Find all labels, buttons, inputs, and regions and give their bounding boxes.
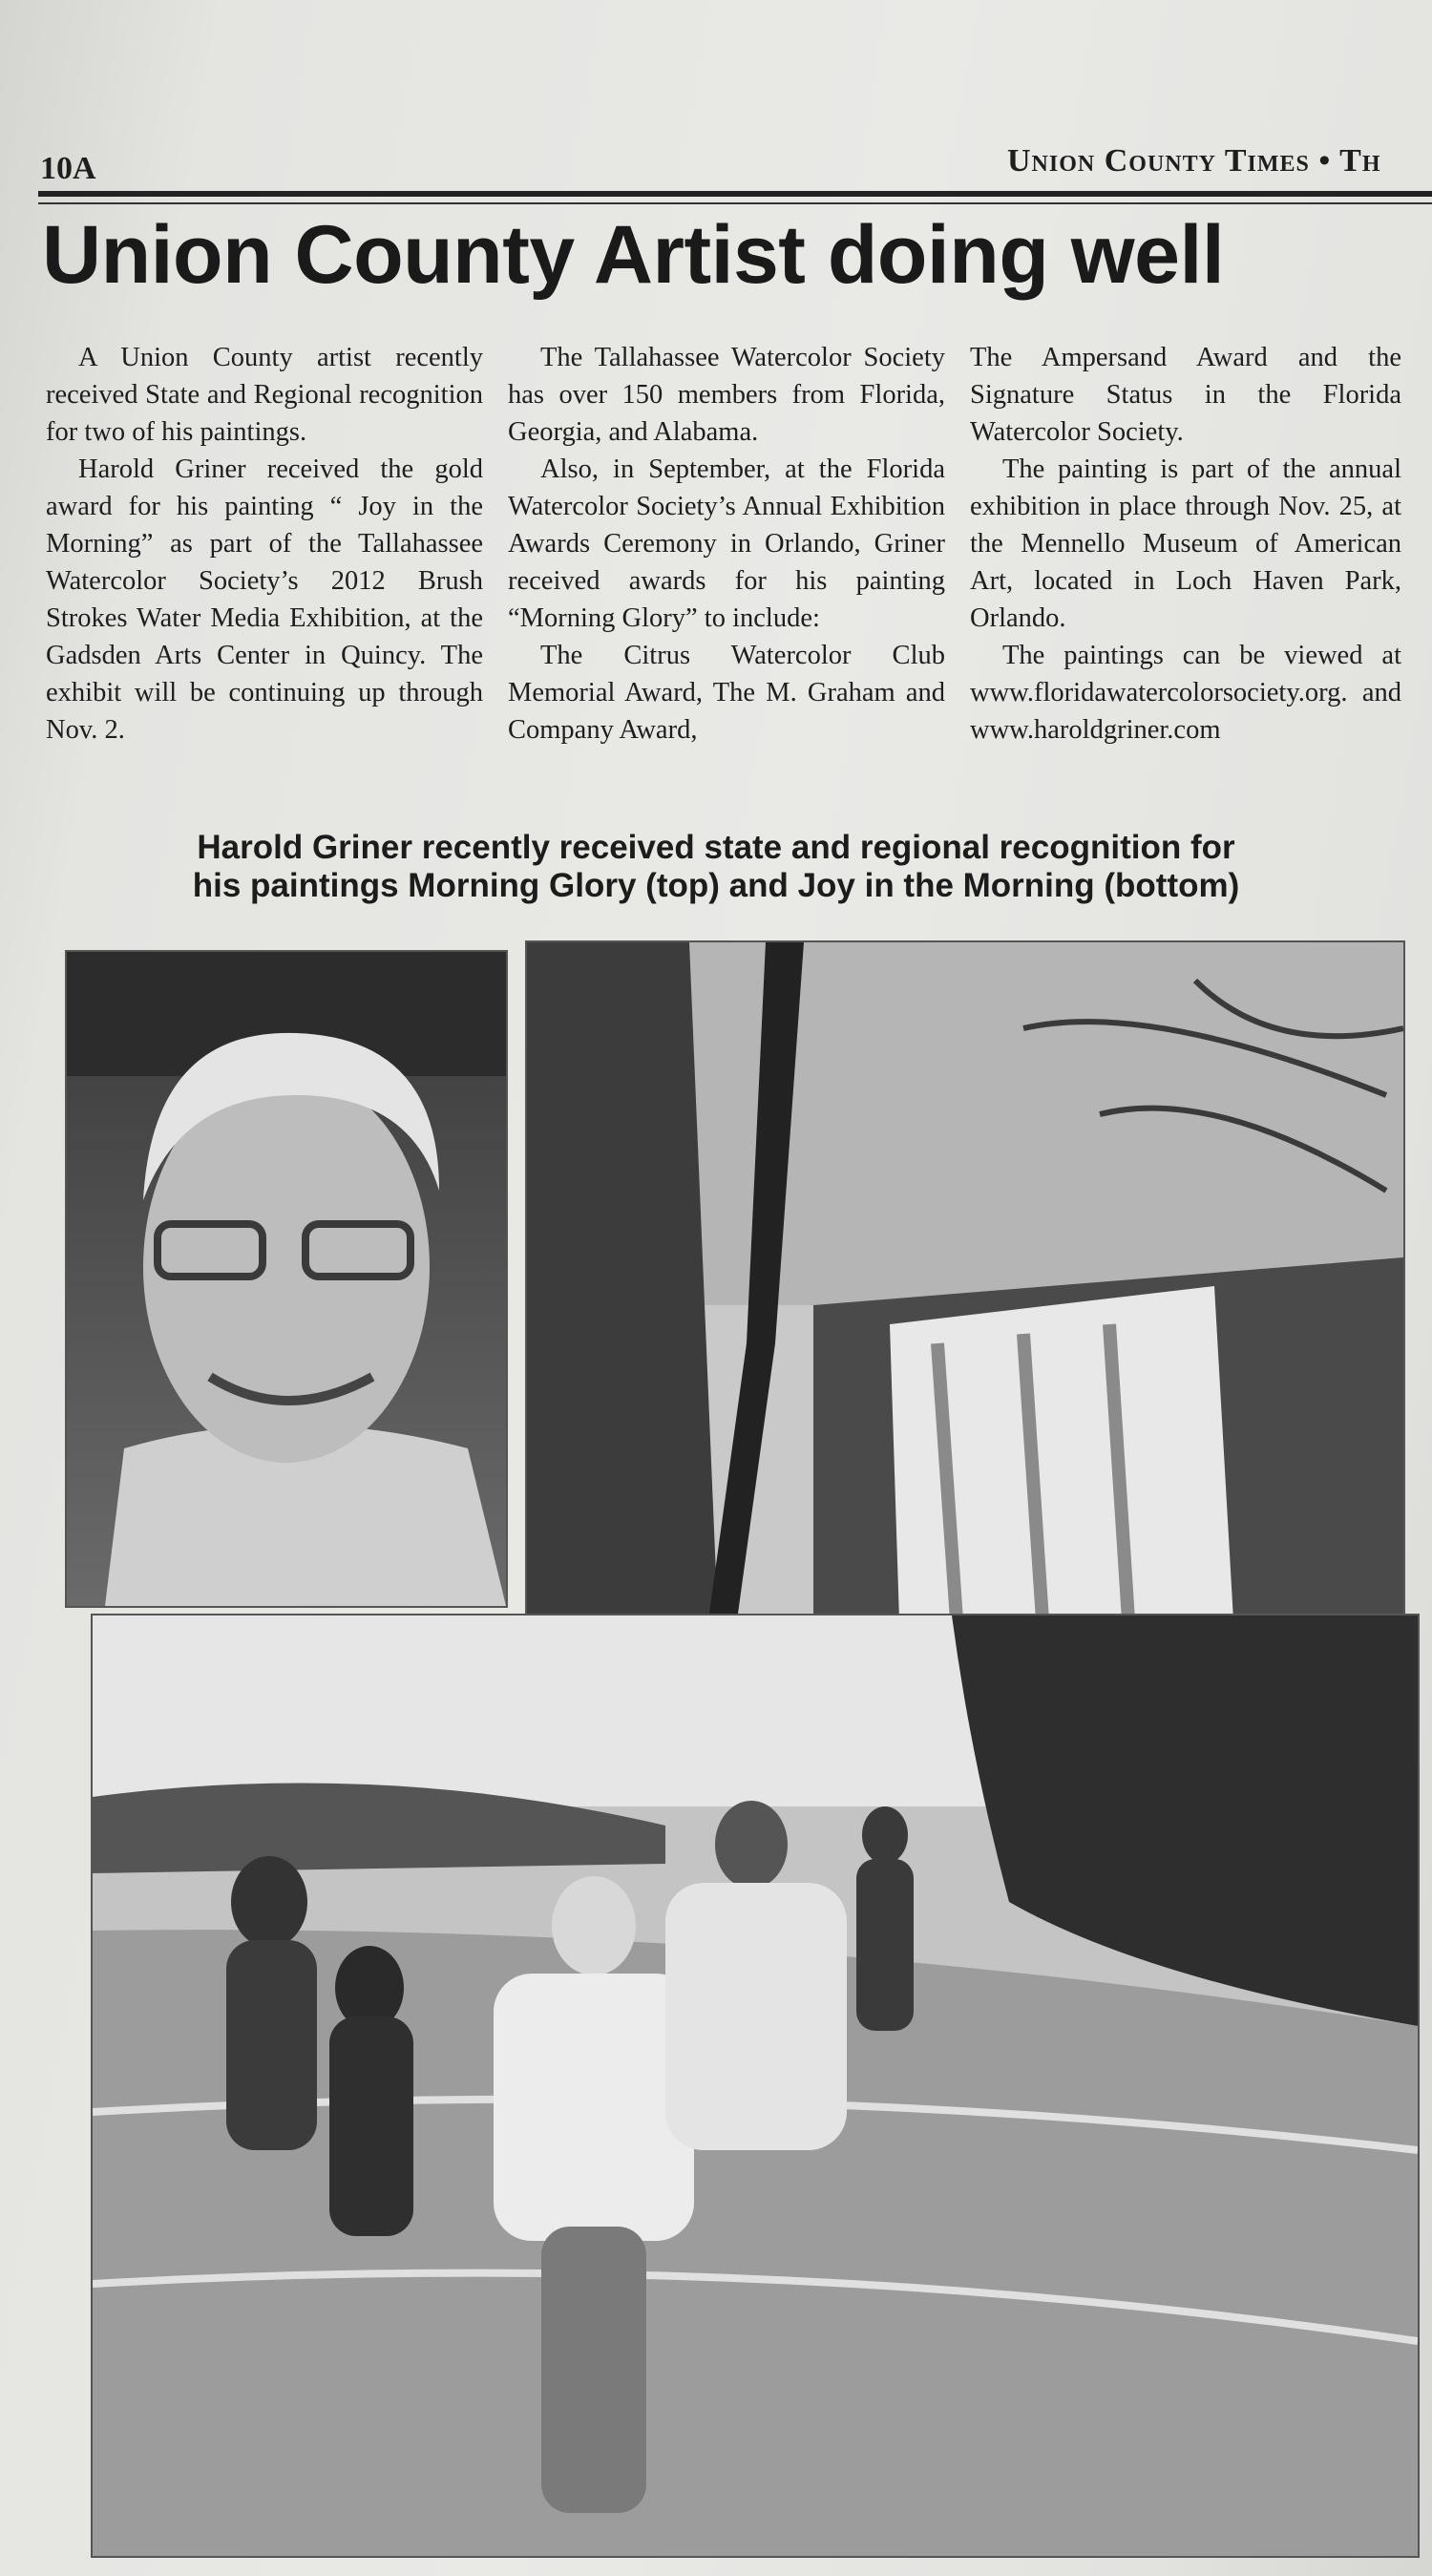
paragraph: Also, in September, at the Florida Watercolor Society’s Annual Exhibition Awards Ceremony in Orlando, Griner received awards for his painting “Morning Glory” to include: [508,454,945,633]
page-number: 10A [40,151,96,186]
paragraph: The Ampersand Award and the Signature Status in the Florida Watercolor Society. [970,343,1401,447]
paragraph: A Union County artist recently received State and Regional recognition for two of his paintings. [46,343,483,447]
paragraph: The Tallahassee Watercolor Society has over 150 members from Florida, Georgia, and Alabama. [508,343,945,447]
paragraph: The Citrus Watercolor Club Memorial Award, The M. Graham and Company Award, [508,641,945,745]
publication-name: Union County Times • Th [1007,143,1381,179]
joy-in-the-morning-painting [91,1614,1420,2558]
header-rule [38,191,1432,197]
artist-portrait-photo [65,950,508,1608]
article-headline: Union County Artist doing well [42,209,1225,301]
article-column-1 [46,339,483,749]
article-column-2 [508,339,945,749]
paragraph: The paintings can be viewed at www.floridawatercolorsociety.org. and www.haroldgriner.com [970,641,1401,745]
morning-glory-painting [525,940,1405,1622]
paragraph: Harold Griner received the gold award for his painting “ Joy in the Morning” as part of the Tallahassee Watercolor Society’s 2012 Brush Strokes Water Media Exhibition, at the Gadsden Arts Center in Quincy. The exhibit will be continuing up through Nov. 2. [46,454,483,745]
paragraph: The painting is part of the annual exhibition in place through Nov. 25, at the Mennello Museum of American Art, located in Loch Haven Park, Orlando. [970,454,1401,633]
article-column-3 [970,339,1401,749]
caption-line: Harold Griner recently received state and regional recognition for [197,829,1235,866]
photo-caption [57,829,1375,905]
caption-line: his paintings Morning Glory (top) and Joy in the Morning (bottom) [192,867,1240,904]
